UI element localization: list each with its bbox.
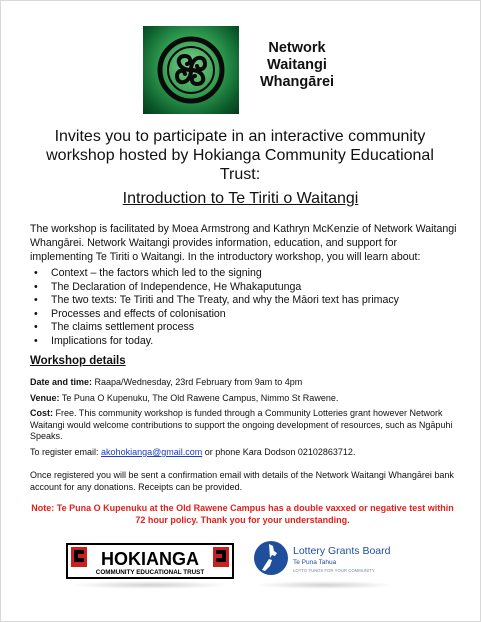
hokianga-logo-graphic: [66, 543, 234, 579]
register-line: [30, 447, 460, 459]
date-label: Date and time:: [30, 377, 93, 387]
venue-value: Te Puna O Kupenuku, The Old Rawene Campus, Nimmo St Rawene.: [61, 393, 339, 403]
lottery-title: Lottery Grants Board: [293, 545, 391, 557]
invitation-text: Invites you to participate in an interactive community workshop hosted by Hokianga Community Educational Trust:: [46, 128, 434, 183]
register-suffix: or phone Kara Dodson 02102863712.: [204, 447, 356, 457]
lottery-logo-graphic: [253, 536, 396, 584]
list-item: • The two texts: Te Tiriti and The Treaty, and why the Māori text has primacy: [30, 294, 470, 308]
lottery-maori-name: Te Puna Tahua: [293, 559, 337, 566]
lottery-tagline: LOTTO FUNDS FOR YOUR COMMUNITY: [293, 568, 375, 573]
venue-line: [30, 393, 460, 405]
list-item: • Processes and effects of colonisation: [30, 308, 470, 322]
org-line-1: Network: [268, 40, 326, 56]
cost-value: Free. This community workshop is funded through a Community Lotteries grant however Network Waitangi would welcome contributions to support the ongoing development of resources, such as Ngāpuhi Speaks.: [30, 408, 453, 441]
network-waitangi-logo: [143, 26, 239, 114]
list-item: • Context – the factors which led to the signing: [30, 267, 470, 281]
org-line-2: Waitangi: [267, 57, 327, 73]
workshop-details-heading: Workshop details: [30, 355, 126, 367]
koru-emblem-icon: [143, 26, 239, 114]
list-item: • The claims settlement process: [30, 321, 470, 335]
register-prefix: To register email:: [30, 447, 99, 457]
workshop-title: Introduction to Te Tiriti o Waitangi: [122, 190, 359, 207]
hokianga-logo-shadow: [70, 581, 230, 589]
hokianga-subtitle: COMMUNITY EDUCATIONAL TRUST: [95, 569, 205, 576]
lottery-logo-shadow: [255, 581, 395, 589]
org-name: [247, 40, 347, 91]
lottery-grants-board-logo: [253, 536, 396, 584]
cost-label: Cost:: [30, 408, 53, 418]
confirmation-text: Once registered you will be sent a confirmation email with details of the Network Waitangi Whangārei bank account for any donations. Receipts can be provided.: [30, 470, 454, 492]
cost-line: [30, 408, 460, 443]
covid-policy-note: Note: Te Puna O Kupenuku at the Old Rawene Campus has a double vaxxed or negative test within 72 hour policy. Thank you for your understanding.: [31, 503, 454, 525]
hokianga-logo: [66, 543, 234, 579]
date-time-line: [30, 377, 460, 389]
date-value: Raapa/Wednesday, 23rd February from 9am to 4pm: [94, 377, 303, 387]
list-item: • The Declaration of Independence, He Whakaputunga: [30, 281, 470, 295]
topics-list: [30, 267, 470, 349]
org-line-3: Whangārei: [259, 74, 335, 90]
list-item: • Implications for today.: [30, 335, 470, 349]
venue-label: Venue:: [30, 393, 60, 403]
intro-paragraph: The workshop is facilitated by Moea Armstrong and Kathryn McKenzie of Network Waitangi Whangārei. Network Waitangi provides information, education, and support for implementing Te Tiriti o Waitangi. In the introductory workshop, you will learn about:: [30, 223, 457, 263]
register-email-link[interactable]: akohokianga@gmail.com: [101, 447, 203, 457]
hokianga-word: HOKIANGA: [101, 549, 199, 569]
